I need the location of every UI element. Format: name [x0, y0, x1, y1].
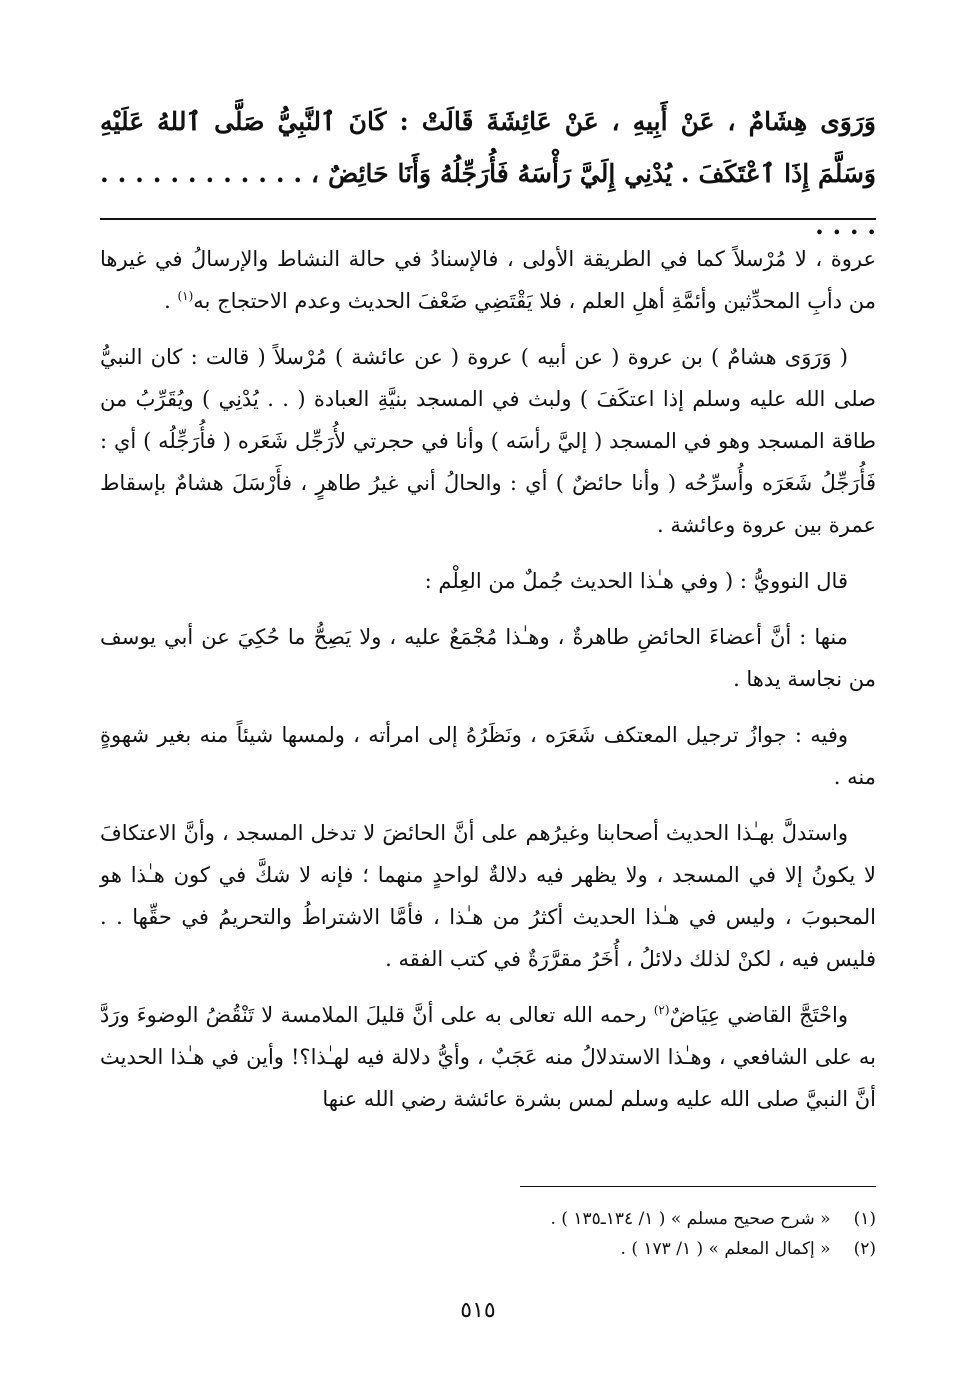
footnote-text: « شرح صحيح مسلم » ( ١/ ١٣٤ـ١٣٥ ) . [550, 1209, 831, 1229]
hadith-text: وَرَوَى هِشَامٌ ، عَنْ أَبِيهِ ، عَنْ عَائِشَةَ قَالَتْ : كَانَ ٱلنَّبِيُّ صَلَّى ٱللهُ عَلَيْهِ وَسَلَّمَ إِذَا ٱعْتَكَفَ . يُدْنِي إِلَيَّ رَأْسَهُ فَأُرَجِّلُهُ وَأَنَا حَائِضٌ ، . . . . . . . . . . . . . . . . [100, 107, 876, 240]
commentary-paragraph-6: واستدلَّ بهـٰذا الحديث أصحابنا وغيرُهم على أنَّ الحائضَ لا تدخل المسجد ، وأنَّ الاعتكافَ لا يكونُ إلا في المسجد ، ولا يظهر فيه دلالةٌ لواحدٍ منهما ؛ فإنه لا شكَّ في كون هـٰذا هو المحبوبَ ، وليس في هـٰذا الحديث أكثرُ من هـٰذا ، فأمَّا الاشتراطُ والتحريمُ في حقِّها . . فليس فيه ، لكنْ لذلك دلائلُ ، أُخَرُ مقرَّرَةٌ في كتب الفقه . [100, 821, 876, 971]
hadith-divider [100, 218, 876, 220]
commentary [100, 238, 876, 1134]
footnote-2 [100, 1234, 876, 1264]
paragraph-end: . [164, 289, 178, 313]
commentary-paragraph-2: ( وَرَوَى هشامٌ ) بن عروة ( عن أبيه ) عروة ( عن عائشة ) مُرْسلاً ( قالت : كان النبيُّ صلى الله عليه وسلم إذا اعتكَفَ ) ولبث في المسجد بنيَّةِ العبادة ( . . يُدْنِي ) ويُقَرِّبُ من طاقة المسجد وهو في المسجد ( إليَّ رأسَه ) وأنا في حجرتي لأُرَجِّل شَعَره ( فأُرَجِّلُه ) أي : فَأُرَجِّلُ شَعَرَه وأُسرِّحُه ( وأنا حائضٌ ) أي : والحالُ أني غيرُ طاهرٍ ، فأَرْسَلَ هشامٌ بإسقاط عمرة بين عروة وعائشة . [100, 345, 876, 537]
commentary-paragraph-1 [100, 238, 876, 322]
page-number: ٥١٥ [460, 1298, 496, 1323]
footnotes [100, 1204, 876, 1264]
commentary-paragraph-4: منها : أنَّ أعضاءَ الحائضِ طاهرةٌ ، وهـٰذا مُجْمَعٌ عليه ، ولا يَصِحُّ ما حُكِيَ عن أبي يوسف من نجاسة يدها . [100, 625, 876, 691]
footnote-number: (١) [853, 1209, 876, 1229]
footnote-ref-1: (١) [177, 289, 194, 303]
paragraph-text: واحْتَجَّ القاضي عِيَاضٌ [669, 1003, 848, 1027]
footnote-ref-2: (٢) [653, 1003, 670, 1017]
paragraph-text: رحمه الله تعالى به على أنَّ قليلَ الملامسة لا تَنْقُضُ الوضوءَ ورَدَّ به على الشافعي ، وهـٰذا الاستدلالُ منه عَجَبٌ ، وأيُّ دلالة فيه لهـٰذا؟! وأين في هـٰذا الحديث أنَّ النبيَّ صلى الله عليه وسلم لمس بشرة عائشة رضي الله عنها [100, 1003, 876, 1111]
commentary-paragraph-3: قال النوويُّ : ( وفي هـٰذا الحديث جُملٌ من العِلْم : [424, 569, 848, 593]
paragraph-text: عروة ، لا مُرْسلاً كما في الطريقة الأولى ، فالإسنادُ في حالة النشاط والإرسالُ في غيرها من دأبِ المحدِّثين وأئمَّةِ أهلِ العلم ، فلا يَقْتَضِي ضَعْفَ الحديث وعدم الاحتجاج به [100, 247, 876, 313]
footnote-number: (٢) [853, 1239, 876, 1259]
commentary-paragraph-7 [100, 994, 876, 1120]
footnote-1 [100, 1204, 876, 1234]
commentary-paragraph-5: وفيه : جوازُ ترجيل المعتكف شَعَرَه ، ونَظَرُهُ إلى امرأته ، ولمسها شيئاً منه بغير شهوةٍ منه . [100, 723, 876, 789]
footnote-text: « إكمال المعلم » ( ١/ ١٧٣ ) . [620, 1239, 831, 1259]
footnote-divider [520, 1186, 876, 1187]
